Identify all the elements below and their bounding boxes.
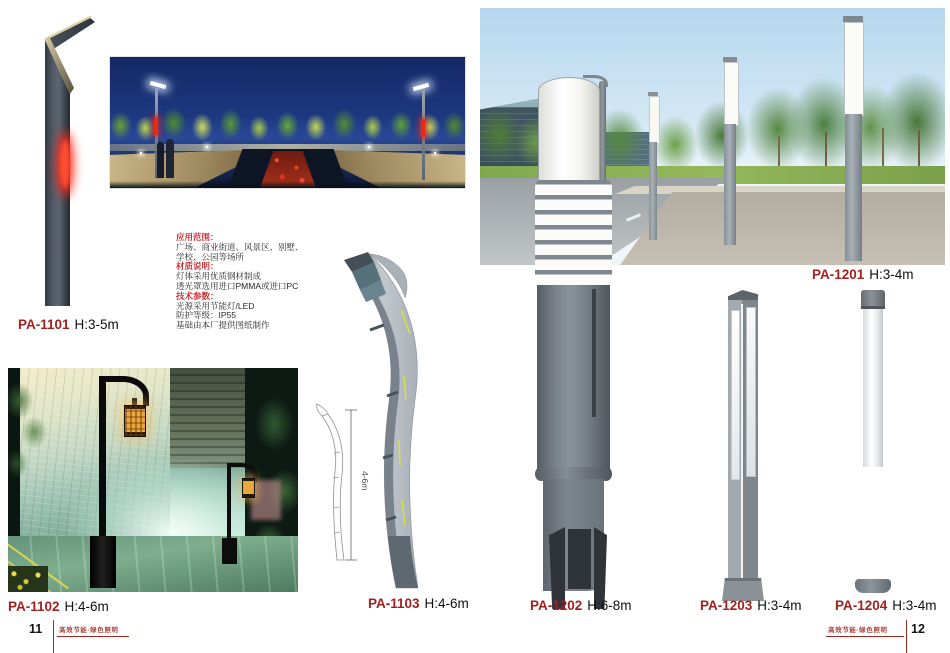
- bollard-light-4: [434, 152, 436, 154]
- product-label-pa1201: [812, 267, 914, 282]
- product-label-pa1203: [700, 598, 802, 613]
- street-pole-3: [843, 16, 863, 261]
- pole2-light-panel: [724, 62, 739, 126]
- right-lamp-red-band: [421, 119, 425, 137]
- spec-application-line2: 学校、公园等场所: [176, 251, 245, 262]
- spec-tech-line2: 防护等级：IP55: [176, 310, 236, 321]
- fg-lamp-base: [90, 536, 116, 588]
- spec-material-line1: 灯体采用优质钢材制成: [176, 271, 262, 282]
- footer-slogan-right: 高效节能·绿色照明: [828, 627, 888, 634]
- spec-application-title: 应用范围：: [176, 232, 219, 242]
- bollard-light-2: [206, 146, 208, 148]
- bollard-light-3: [368, 146, 370, 148]
- footer-divider-left: [53, 620, 54, 653]
- footer-slogan-left: 高效节能·绿色照明: [59, 627, 119, 634]
- product-height: H:3-4m: [757, 598, 802, 613]
- bg-lamp-base: [222, 538, 237, 564]
- yellow-flowers: [8, 566, 48, 592]
- product-height: H:4-6m: [424, 596, 469, 611]
- base-cutout-right: [594, 527, 607, 609]
- product-height: H:6-8m: [587, 598, 632, 613]
- pedestrian-2: [166, 139, 174, 178]
- bollard-light-1: [140, 152, 142, 154]
- left-edge-tree: [8, 376, 52, 501]
- sidewalk: [620, 192, 945, 265]
- product-render-pa1103-curved-pole: [298, 228, 466, 593]
- bollard-louver-rings: [535, 180, 612, 285]
- distant-pink-building: [251, 480, 281, 520]
- product-label-pa1204: [835, 598, 937, 613]
- product-render-pa1202-bollard: [535, 75, 613, 593]
- ground-pavement: [8, 536, 298, 592]
- fg-lamp-lantern: [124, 405, 146, 437]
- pole1-light-panel: [649, 96, 660, 144]
- footer-divider-right: [906, 620, 907, 653]
- fg-lamp-pole: [99, 378, 106, 540]
- street-pole-2: [723, 57, 737, 245]
- red-glow-core: [60, 140, 70, 188]
- round-pole-base: [855, 579, 891, 593]
- bollard-body-slot: [592, 289, 596, 417]
- product-height: H:3-5m: [74, 317, 119, 332]
- lit-tree-line: [110, 97, 465, 149]
- product-label-pa1102: [8, 599, 109, 614]
- product-code: PA-1102: [8, 599, 60, 614]
- joint-band-1: [370, 325, 384, 330]
- product-height: H:4-6m: [64, 599, 109, 614]
- yellow-accent-3: [399, 440, 400, 466]
- round-pole-fluted-shaft: [863, 467, 883, 579]
- base-cutout-left: [549, 527, 565, 609]
- bollard-body: [537, 285, 610, 473]
- street-pole-1: [648, 92, 658, 240]
- footer-underline-left: [57, 636, 129, 637]
- product-render-pa1204-round-pole: [855, 290, 895, 598]
- product-label-pa1103: [368, 596, 469, 611]
- pedestrian-1: [157, 142, 164, 178]
- pole3-shaft: [845, 114, 862, 261]
- spec-application-line1: 广场、商业街道、风景区、别墅、: [176, 241, 304, 252]
- square-pole-corner-line: [741, 304, 743, 580]
- product-code: PA-1202: [530, 598, 583, 613]
- spec-tech-title: 技术参数：: [176, 290, 219, 301]
- spec-tech-line1: 光源采用节能灯/LED: [176, 300, 255, 311]
- square-pole-slot-left: [731, 310, 740, 480]
- bollard-base: [543, 479, 604, 591]
- base-cutout-center: [568, 529, 591, 589]
- pole1-shaft: [649, 142, 657, 240]
- scene-photo-plaza: [110, 57, 465, 188]
- pole2-shaft: [724, 124, 736, 245]
- product-render-pa1101-lamp: [25, 12, 105, 312]
- product-code: PA-1103: [368, 596, 420, 611]
- scene-photo-building: [8, 368, 298, 592]
- product-render-pa1203-square-pole: [722, 290, 768, 600]
- page-number-right: 12: [911, 622, 925, 636]
- bollard-white-diffuser: [538, 77, 600, 181]
- spec-tech-line3: 基础由本厂提供图纸制作: [176, 320, 270, 331]
- pole3-light-panel: [844, 22, 864, 116]
- product-code: PA-1204: [835, 598, 888, 613]
- product-code: PA-1203: [700, 598, 753, 613]
- square-pole-slot-right: [746, 307, 756, 477]
- product-code: PA-1101: [18, 317, 70, 332]
- dimension-label: 4-6m: [360, 471, 370, 491]
- product-height: H:3-4m: [869, 267, 914, 282]
- left-lamp-red-band: [154, 117, 158, 135]
- product-height: H:3-4m: [892, 598, 937, 613]
- bg-lamp-lantern: [242, 478, 255, 498]
- product-code: PA-1201: [812, 267, 865, 282]
- spec-material-title: 材质说明：: [176, 261, 219, 272]
- footer-underline-right: [826, 636, 904, 637]
- spec-material-line2: 透光罩选用进口PMMA或进口PC: [176, 280, 299, 291]
- foreground-shadow: [110, 181, 465, 188]
- page-number-left: 11: [29, 622, 43, 636]
- product-label-pa1101: [18, 317, 119, 332]
- technical-sketch-outline: [322, 414, 344, 560]
- product-label-pa1202: [530, 598, 632, 613]
- round-pole-light-tube: [863, 309, 883, 467]
